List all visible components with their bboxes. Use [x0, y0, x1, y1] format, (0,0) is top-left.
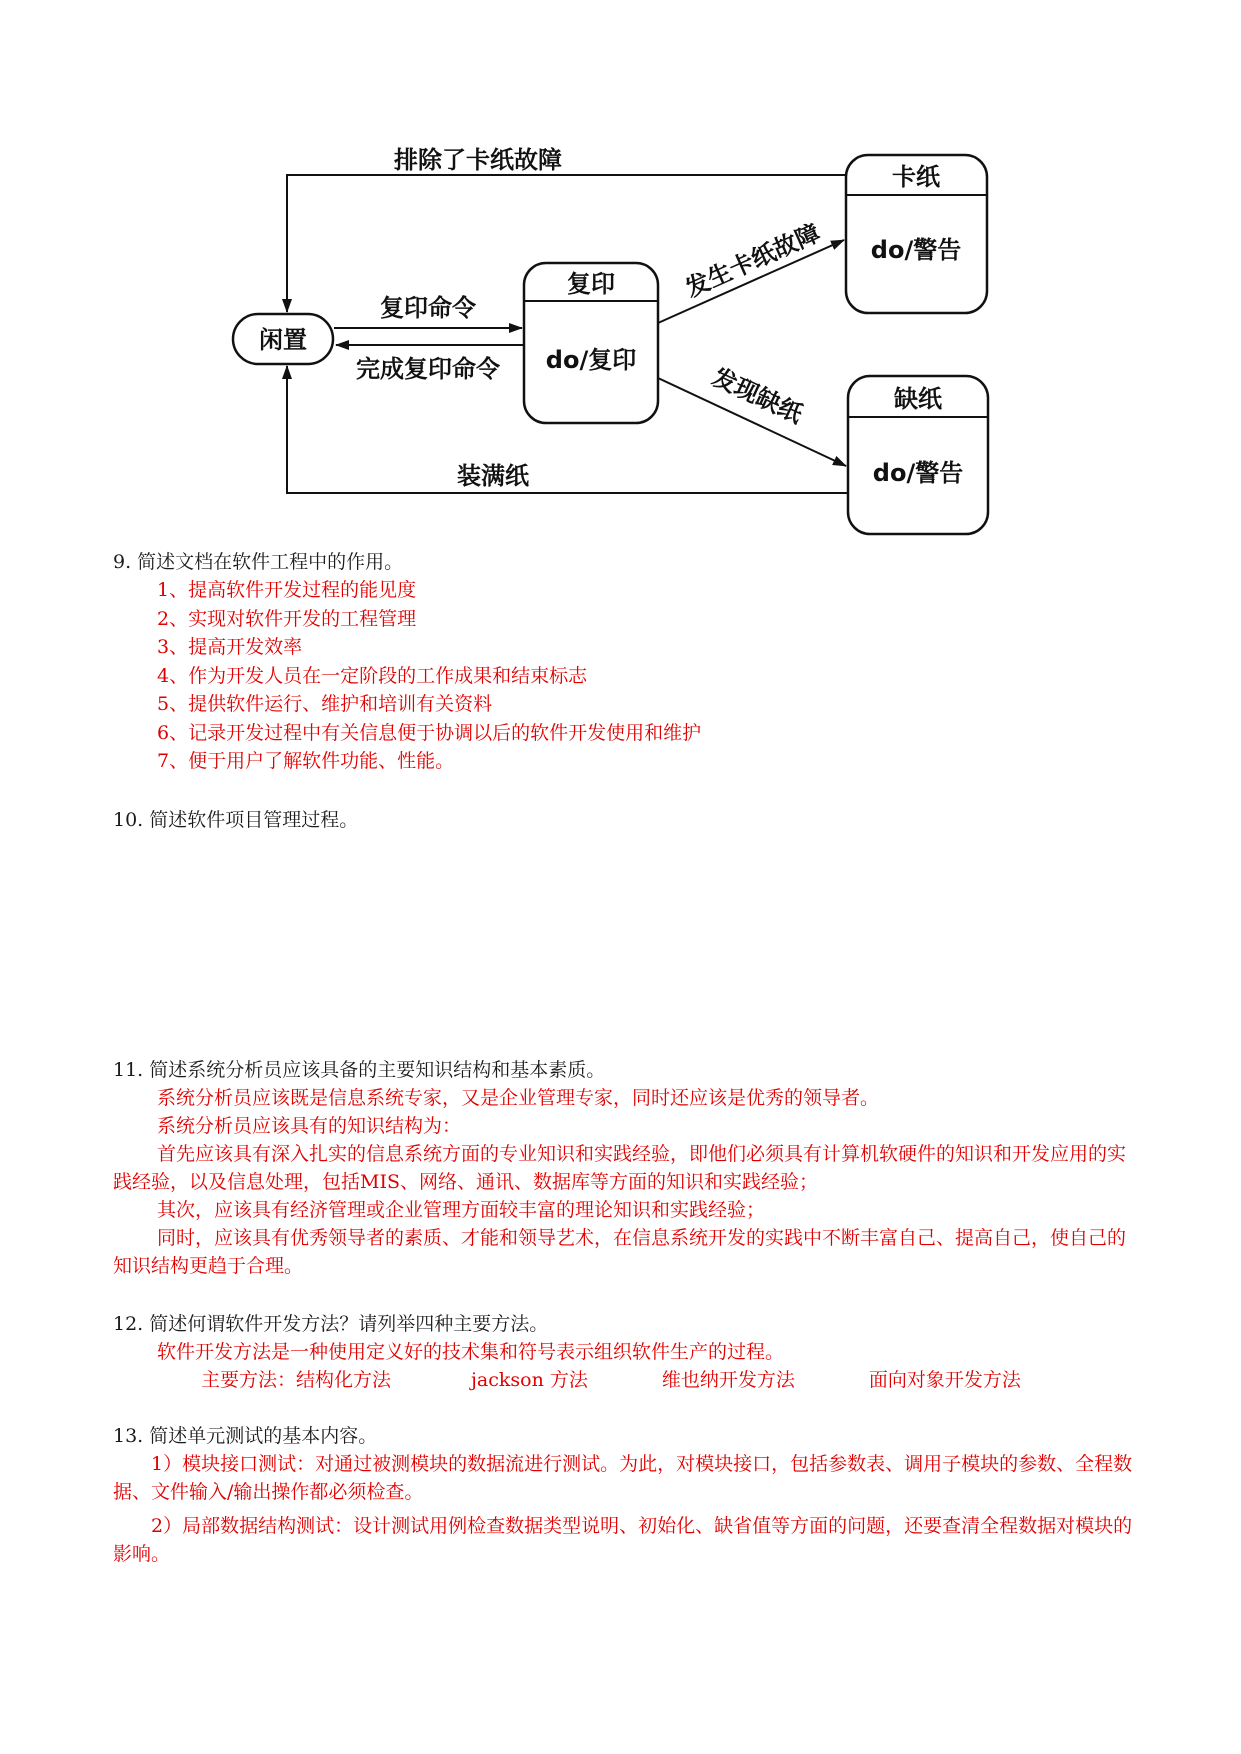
question-10	[113, 806, 1133, 834]
transition-paper-out-label: 发现缺纸	[707, 362, 807, 429]
question-10-title: 10. 简述软件项目管理过程。	[113, 809, 359, 831]
transition-jam-occurs	[658, 219, 844, 323]
question-12-methods	[113, 1366, 1133, 1394]
list-item: 3、提高开发效率	[157, 636, 303, 658]
transition-copy-done-label: 完成复印命令	[356, 355, 500, 383]
question-9	[113, 548, 1133, 776]
question-11-para-3: 首先应该具有深入扎实的信息系统方面的专业知识和实践经验，即他们必须具有计算机软硬件的知识和开发应用的实践经验，以及信息处理，包括MIS、网络、通讯、数据库等方面的知识和实践经验；	[113, 1143, 1127, 1193]
question-11-para-4: 其次，应该具有经济管理或企业管理方面较丰富的理论知识和实践经验；	[157, 1199, 766, 1221]
transition-copy-cmd	[334, 294, 522, 328]
question-13	[113, 1422, 1133, 1568]
method-jackson: jackson 方法	[471, 1369, 588, 1391]
state-diagram	[0, 0, 1241, 560]
state-jam-action: do/警告	[870, 236, 962, 264]
state-empty-action: do/警告	[872, 459, 964, 487]
transition-jam-cleared-label: 排除了卡纸故障	[394, 146, 562, 174]
question-9-title: 9. 简述文档在软件工程中的作用。	[113, 551, 404, 573]
state-jam	[846, 155, 987, 313]
question-13-title: 13. 简述单元测试的基本内容。	[113, 1425, 378, 1447]
question-9-answers	[113, 576, 1133, 776]
state-idle-label: 闲置	[259, 326, 307, 354]
state-empty-name: 缺纸	[894, 385, 942, 413]
list-item: 1、提高软件开发过程的能见度	[157, 579, 417, 601]
question-13-para-2: 2）局部数据结构测试：设计测试用例检查数据类型说明、初始化、缺省值等方面的问题，还要查清全程数据对模块的影响。	[113, 1515, 1133, 1565]
method-vienna: 维也纳开发方法	[661, 1369, 795, 1391]
list-item: 5、提供软件运行、维护和培训有关资料	[157, 693, 493, 715]
state-copy	[524, 263, 658, 423]
question-11	[113, 1056, 1133, 1280]
list-item: 6、记录开发过程中有关信息便于协调以后的软件开发使用和维护	[157, 721, 702, 744]
transition-refilled-label: 装满纸	[457, 462, 529, 490]
transition-paper-out	[658, 363, 846, 466]
list-item: 4、作为开发人员在一定阶段的工作成果和结束标志	[157, 664, 588, 687]
state-empty	[848, 376, 988, 534]
method-oo: 面向对象开发方法	[868, 1369, 1021, 1391]
transition-jam-occurs-label: 发生卡纸故障	[681, 218, 825, 303]
question-12-title: 12. 简述何谓软件开发方法？请列举四种主要方法。	[113, 1313, 549, 1335]
state-copy-action: do/复印	[545, 346, 637, 374]
question-11-para-5: 同时，应该具有优秀领导者的素质、才能和领导艺术，在信息系统开发的实践中不断丰富自己、提高自己，使自己的知识结构更趋于合理。	[113, 1227, 1127, 1277]
question-12-para-1: 软件开发方法是一种使用定义好的技术集和符号表示组织软件生产的过程。	[157, 1341, 785, 1363]
list-item: 2、实现对软件开发的工程管理	[157, 607, 417, 630]
transition-copy-done	[336, 345, 524, 383]
state-copy-name: 复印	[567, 270, 615, 298]
question-11-title: 11. 简述系统分析员应该具备的主要知识结构和基本素质。	[113, 1059, 606, 1081]
state-idle	[233, 314, 333, 364]
question-13-para-1: 1）模块接口测试：对通过被测模块的数据流进行测试。为此，对模块接口，包括参数表、调用子模块的参数、全程数据、文件输入/输出操作都必须检查。	[113, 1453, 1133, 1503]
question-11-para-1: 系统分析员应该既是信息系统专家，又是企业管理专家，同时还应该是优秀的领导者。	[157, 1087, 880, 1109]
question-12	[113, 1310, 1133, 1394]
transition-copy-cmd-label: 复印命令	[380, 294, 476, 322]
question-11-para-2: 系统分析员应该具有的知识结构为：	[157, 1115, 462, 1137]
state-jam-name: 卡纸	[892, 163, 940, 191]
list-item: 7、便于用户了解软件功能、性能。	[157, 750, 455, 772]
method-structured: 主要方法：结构化方法	[201, 1369, 392, 1391]
